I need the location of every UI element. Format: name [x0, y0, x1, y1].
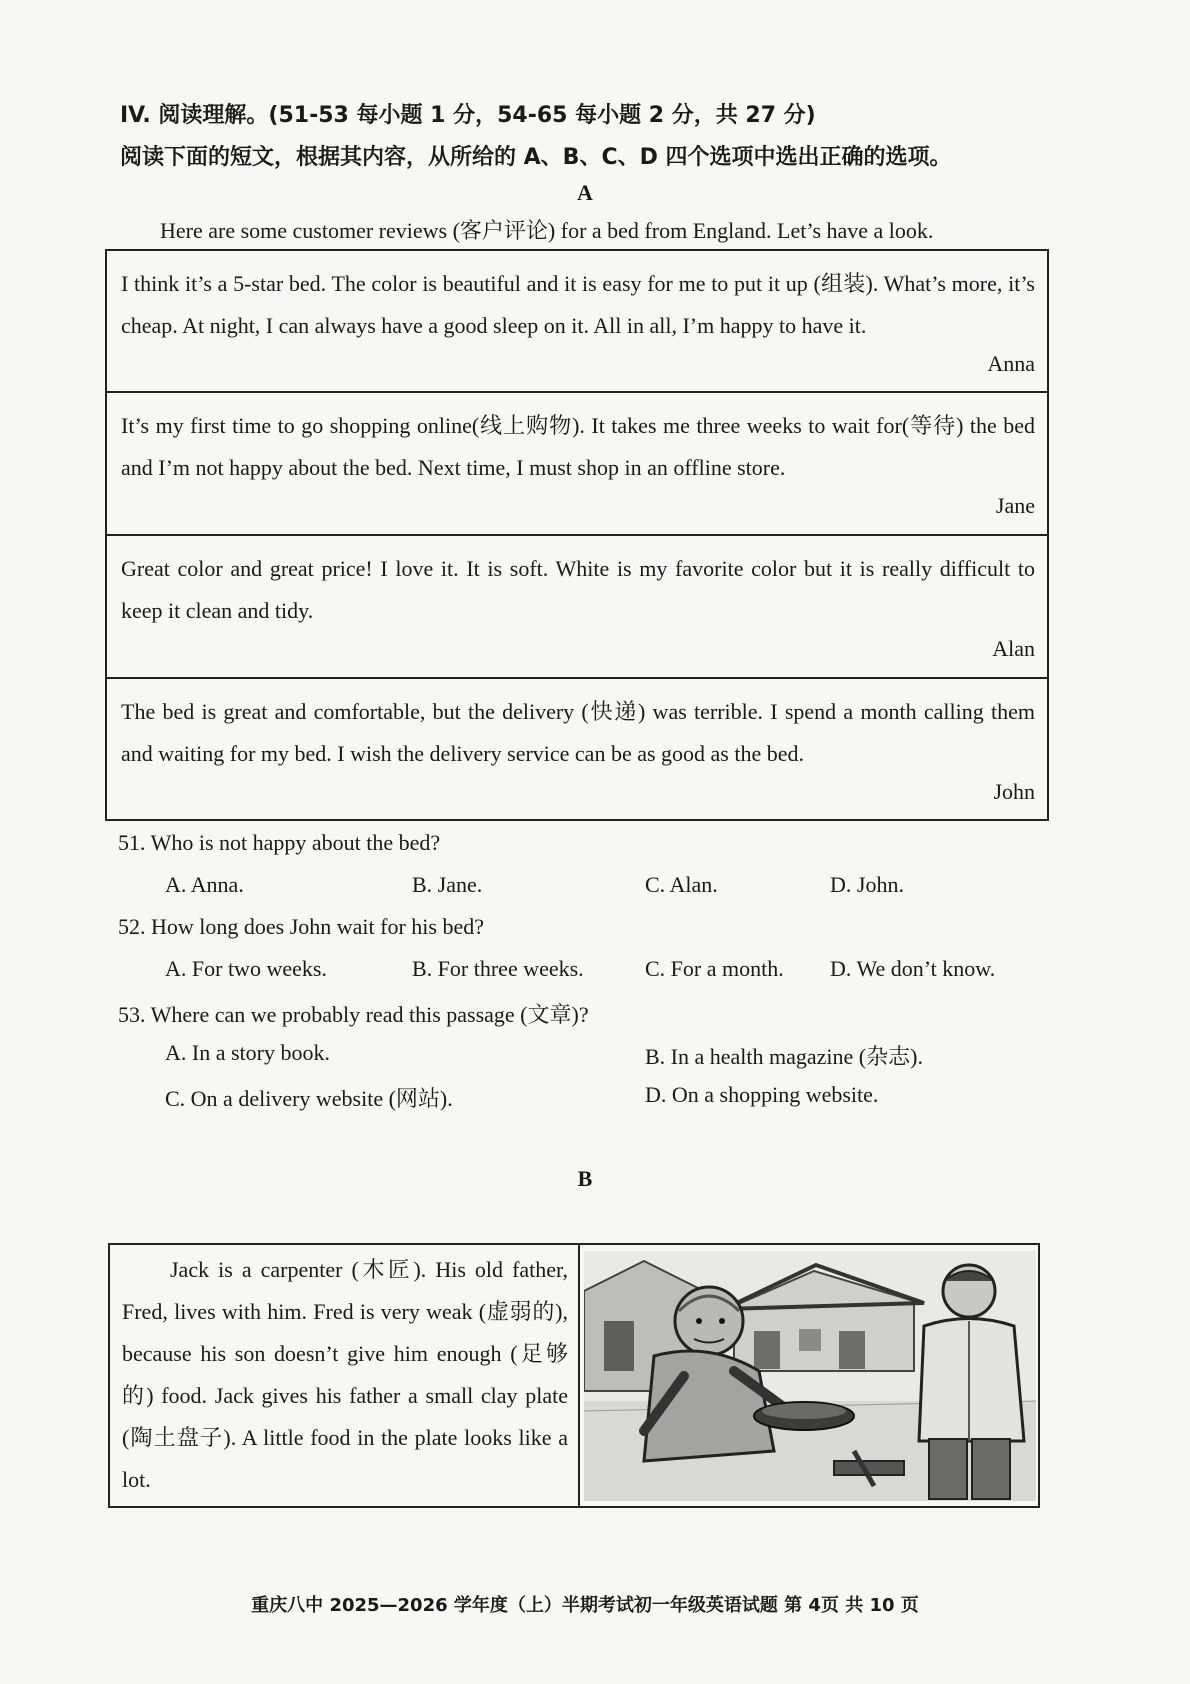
review-card [107, 393, 1047, 536]
option-c[interactable]: C. On a delivery website (网站). [165, 1086, 453, 1111]
review-text: Great color and great price! I love it. It is soft. White is my favorite color but it is really difficult to keep it clean and tidy. [121, 556, 1035, 623]
option-d[interactable]: D. John. [830, 872, 904, 897]
page-footer: 重庆八中 2025—2026 学年度（上）半期考试初一年级英语试题 第 4页 共 10 页 [251, 1595, 919, 1616]
option-a[interactable]: A. In a story book. [165, 1040, 330, 1065]
section-title: IV. 阅读理解。(51-53 每小题 1 分，54-65 每小题 2 分，共 27 分) [120, 103, 816, 128]
option-a[interactable]: A. Anna. [165, 872, 244, 897]
option-c[interactable]: C. Alan. [645, 872, 718, 897]
question-stem: 51. Who is not happy about the bed? [118, 830, 441, 855]
illustration-old-man-and-son [584, 1251, 1036, 1501]
passage-a-intro: Here are some customer reviews (客户评论) for a bed from England. Let’s have a look. [160, 218, 934, 243]
passage-b-text [110, 1245, 580, 1506]
passage-b-box [108, 1243, 1040, 1508]
review-card [107, 679, 1047, 819]
review-author: Anna [987, 351, 1035, 376]
question-stem: 52. How long does John wait for his bed? [118, 914, 485, 939]
option-a[interactable]: A. For two weeks. [165, 956, 327, 981]
option-b[interactable]: B. In a health magazine (杂志). [645, 1044, 923, 1069]
option-d[interactable]: D. We don’t know. [830, 956, 996, 981]
passage-b-label: B [577, 1166, 593, 1191]
review-author: Alan [992, 636, 1035, 661]
review-text: I think it’s a 5-star bed. The color is beautiful and it is easy for me to put it up (组装). What’s more, it’s cheap. At night, I can always have a good sleep on it. All in all, I’m happy to have it. [121, 271, 1035, 338]
review-card [107, 536, 1047, 679]
review-text: It’s my first time to go shopping online(线上购物). It takes me three weeks to wait for(等待) the bed and I’m not happy about the bed. Next time, I must shop in an offline store. [121, 413, 1035, 480]
review-author: John [993, 779, 1035, 804]
review-card [107, 251, 1047, 393]
section-instruction: 阅读下面的短文，根据其内容，从所给的 A、B、C、D 四个选项中选出正确的选项。 [120, 145, 952, 170]
option-d[interactable]: D. On a shopping website. [645, 1082, 879, 1107]
review-author: Jane [995, 493, 1035, 518]
passage-b-body: Jack is a carpenter (木匠). His old father, Fred, lives with him. Fred is very weak (虚弱的), because his son doesn’t give him enough (足够的) food. Jack gives his father a small clay plate (陶土盘子). A little food in the plate looks like a lot. [122, 1257, 568, 1492]
option-b[interactable]: B. Jane. [412, 872, 483, 897]
review-text: The bed is great and comfortable, but the delivery (快递) was terrible. I spend a month calling them and waiting for my bed. I wish the delivery service can be as good as the bed. [121, 699, 1035, 766]
passage-a-label: A [577, 180, 593, 205]
option-c[interactable]: C. For a month. [645, 956, 784, 981]
question-stem: 53. Where can we probably read this passage (文章)? [118, 1002, 589, 1027]
option-b[interactable]: B. For three weeks. [412, 956, 584, 981]
reviews-table [105, 249, 1049, 821]
